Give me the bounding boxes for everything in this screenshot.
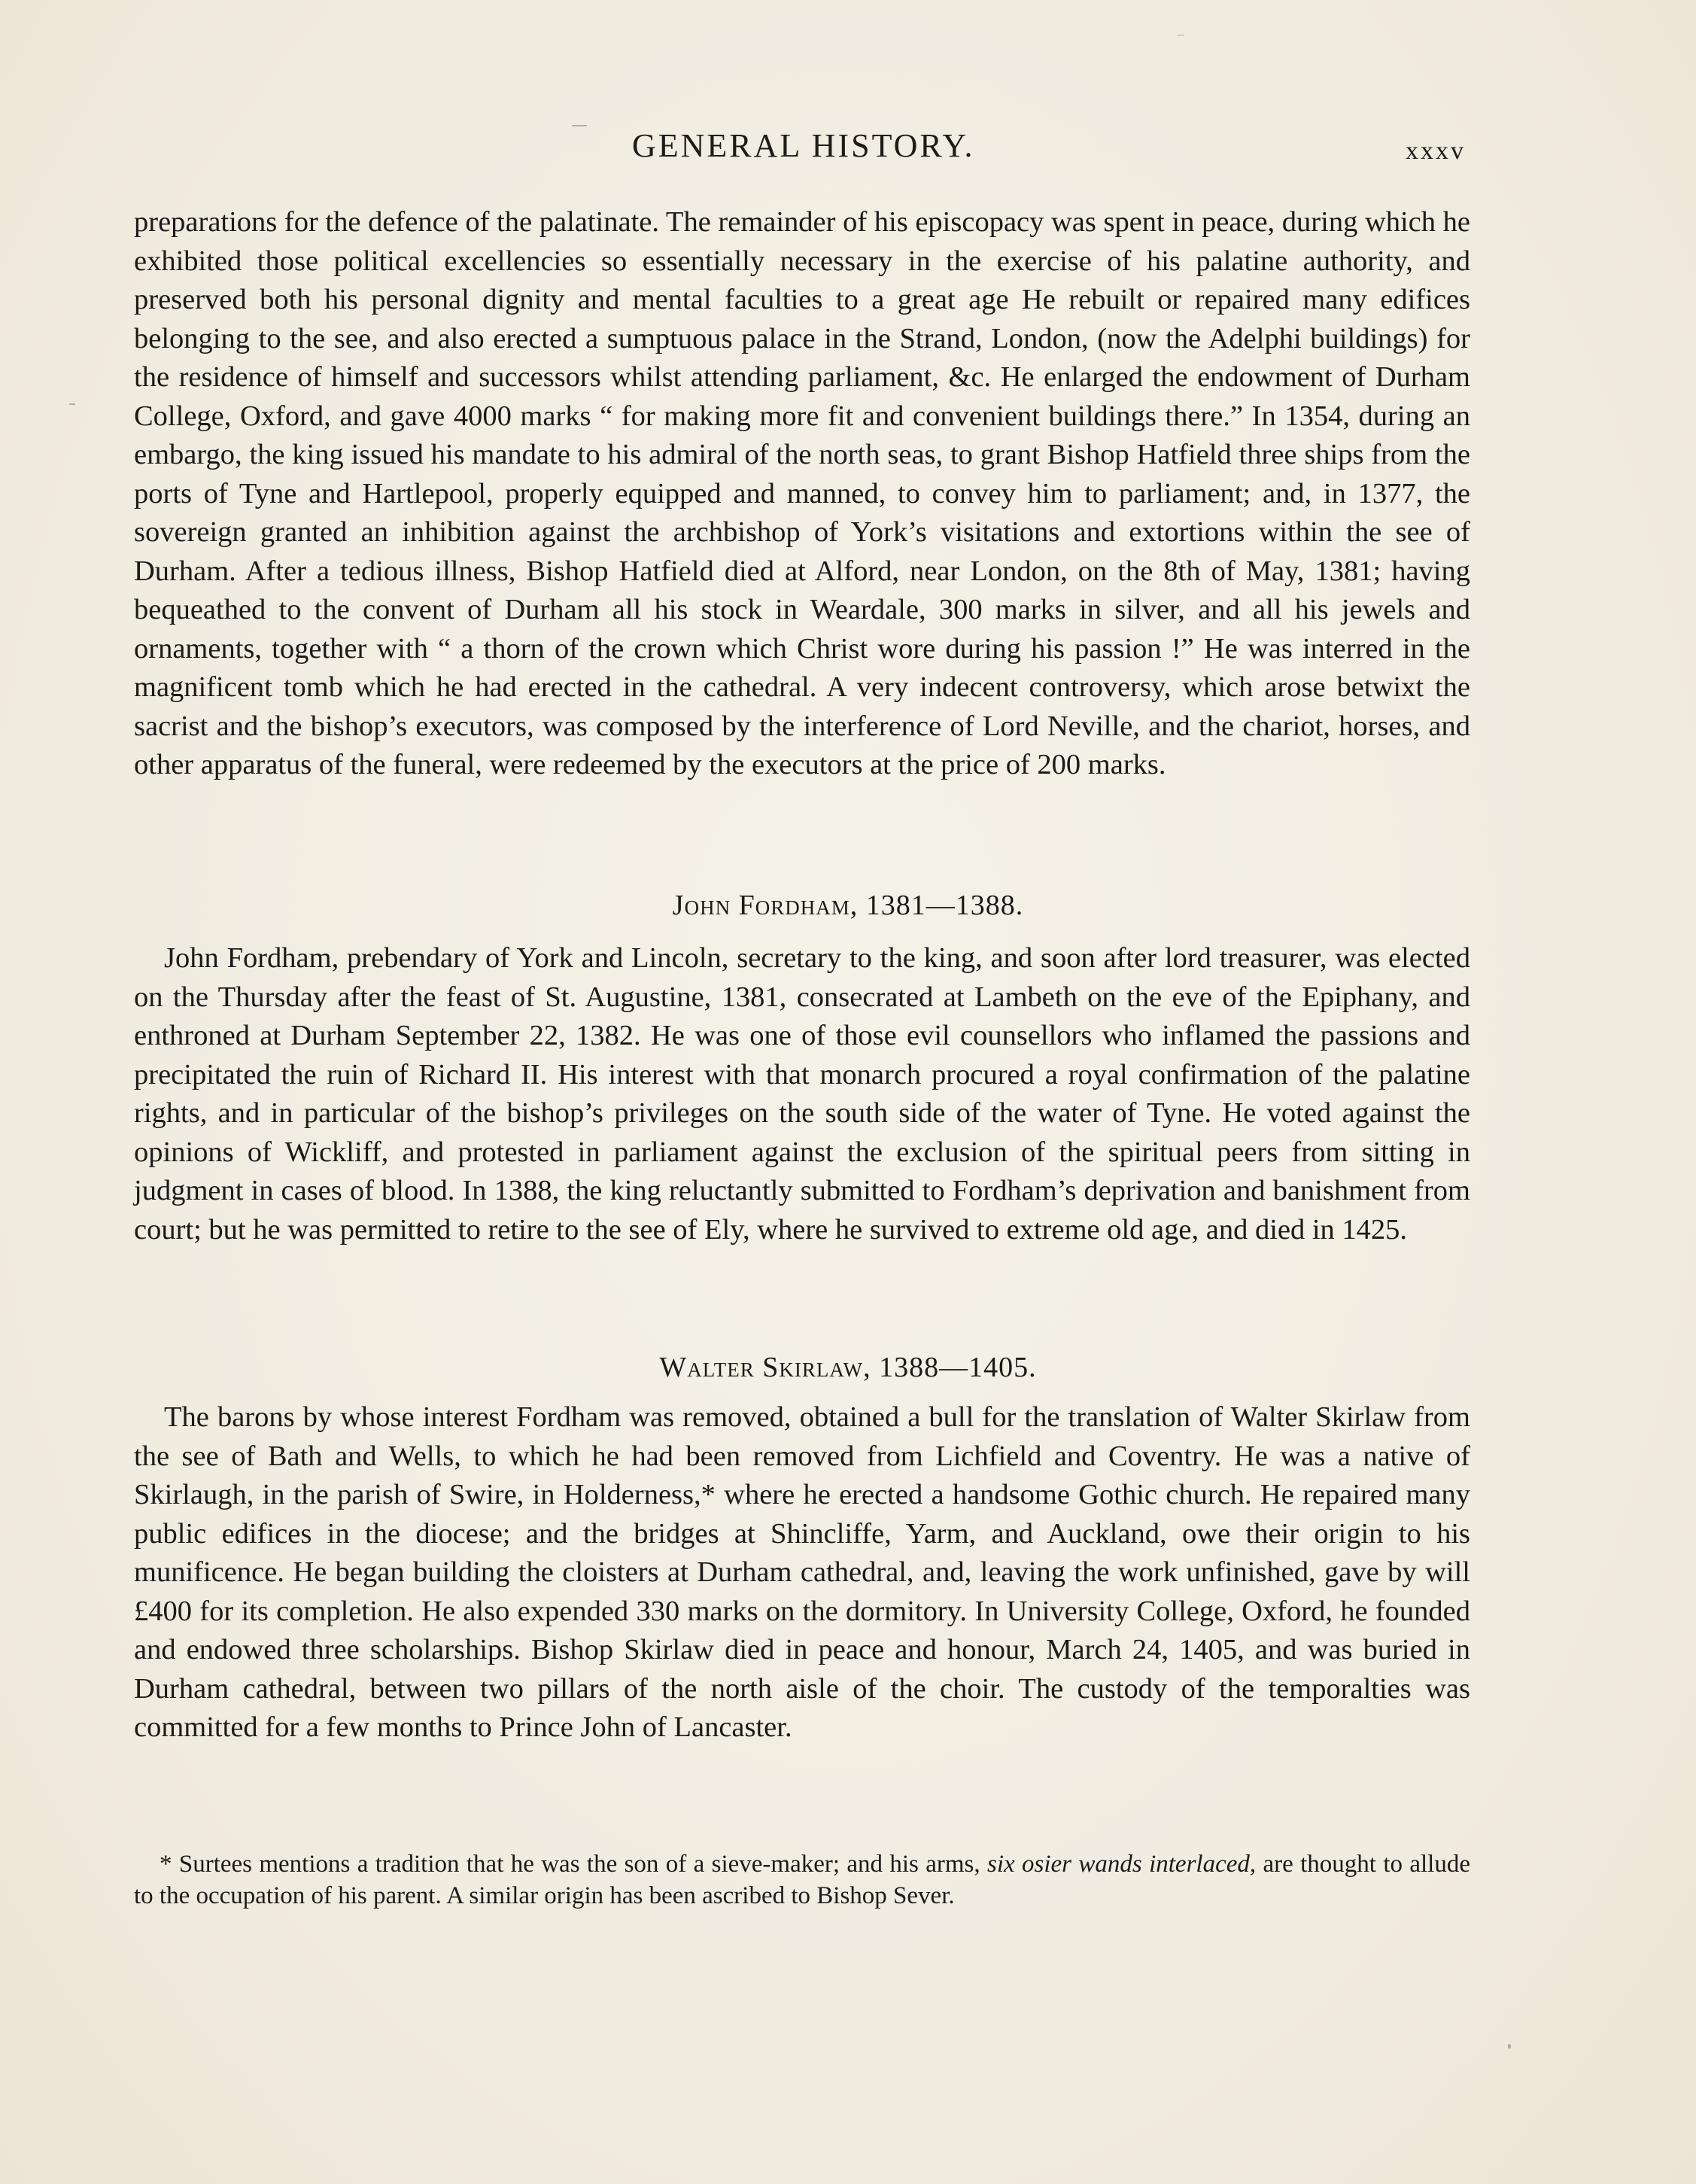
skirlaw-heading: Walter Skirlaw, 1388—1405. bbox=[659, 1352, 1037, 1383]
fordham-section bbox=[134, 939, 1470, 1249]
running-title: GENERAL HISTORY. bbox=[632, 127, 975, 164]
paper-blemish bbox=[1177, 35, 1184, 36]
footnote-text-end: are thought to allude to the occupation of his parent. A similar origin has been ascribed to Bishop Sever. bbox=[134, 1851, 1470, 1909]
paper-blemish bbox=[572, 125, 587, 126]
paper-blemish bbox=[69, 403, 75, 405]
skirlaw-paragraph: The barons by whose interest Fordham was removed, obtained a bull for the translation of Walter Skirlaw from the see of Bath and Wells, to which he had been removed from Lichfield and Coventry. He was a native of Skirlaugh, in the parish of Swire, in Holderness,* where he erected a handsome Gothic church. He repaired many public edifices in the diocese; and the bridges at Shincliffe, Yarm, and Auckland, owe their origin to his munificence. He began building the cloisters at Durham cathedral, and, leaving the work unfinished, gave by will £400 for its completion. He also expended 330 marks on the dormitory. In University College, Oxford, he founded and endowed three scholarships. Bishop Skirlaw died in peace and honour, March 24, 1405, and was buried in Durham cathedral, between two pillars of the north aisle of the choir. The custody of the temporalties was committed for a few months to Prince John of Lancaster. bbox=[134, 1401, 1470, 1743]
page-number: xxxv bbox=[1406, 137, 1466, 165]
skirlaw-section bbox=[134, 1398, 1470, 1748]
fordham-paragraph: John Fordham, prebendary of York and Lincoln, secretary to the king, and soon after lord treasurer, was elected on the Thursday after the feast of St. Augustine, 1381, consecrated at Lambeth on the eve of the Epiphany, and enthroned at Durham September 22, 1382. He was one of those evil counsellors who inflamed the passions and precipitated the ruin of Richard II. His interest with that monarch procured a royal confirmation of the palatine rights, and in particular of the bishop’s privileges on the south side of the water of Tyne. He voted against the opinions of Wickliff, and protested in parliament against the exclusion of the spiritual peers from sitting in judgment in cases of blood. In 1388, the king reluctantly submitted to Fordham’s deprivation and banishment from court; but he was permitted to retire to the see of Ely, where he survived to extreme old age, and died in 1425. bbox=[134, 942, 1470, 1246]
hatfield-paragraph: preparations for the defence of the palatinate. The remainder of his episcopacy was spent in peace, during which he exhibited those political excellencies so essentially necessary in the exercise of his palatine authority, and preserved both his personal dignity and mental faculties to a great age He rebuilt or repaired many edifices belonging to the see, and also erected a sumptuous palace in the Strand, London, (now the Adelphi buildings) for the residence of himself and successors whilst attending parliament, &c. He enlarged the endowment of Durham College, Oxford, and gave 4000 marks “ for making more fit and convenient buildings there.” In 1354, during an embargo, the king issued his mandate to his admiral of the north seas, to grant Bishop Hatfield three ships from the ports of Tyne and Hartlepool, properly equipped and manned, to convey him to parliament; and, in 1377, the sovereign granted an inhibition against the archbishop of York’s visitations and extortions within the see of Durham. After a tedious illness, Bishop Hatfield died at Alford, near London, on the 8th of May, 1381; having bequeathed to the convent of Durham all his stock in Weardale, 300 marks in silver, and all his jewels and ornaments, together with “ a thorn of the crown which Christ wore during his passion !” He was interred in the magnificent tomb which he had erected in the cathedral. A very indecent controversy, which arose betwixt the sacrist and the bishop’s executors, was composed by the interference of Lord Neville, and the chariot, horses, and other apparatus of the funeral, were redeemed by the executors at the price of 200 marks. bbox=[134, 206, 1471, 780]
footnote bbox=[134, 1848, 1470, 1912]
footnote-italic-text: six osier wands interlaced, bbox=[987, 1851, 1257, 1878]
fordham-heading: John Fordham, 1381—1388. bbox=[672, 890, 1024, 921]
hatfield-section bbox=[134, 203, 1470, 785]
footnote-text-start: * Surtees mentions a tradition that he was the son of a sieve-maker; and his arms, bbox=[160, 1851, 988, 1878]
running-head bbox=[0, 120, 1696, 173]
paper-blemish bbox=[1508, 2044, 1511, 2049]
